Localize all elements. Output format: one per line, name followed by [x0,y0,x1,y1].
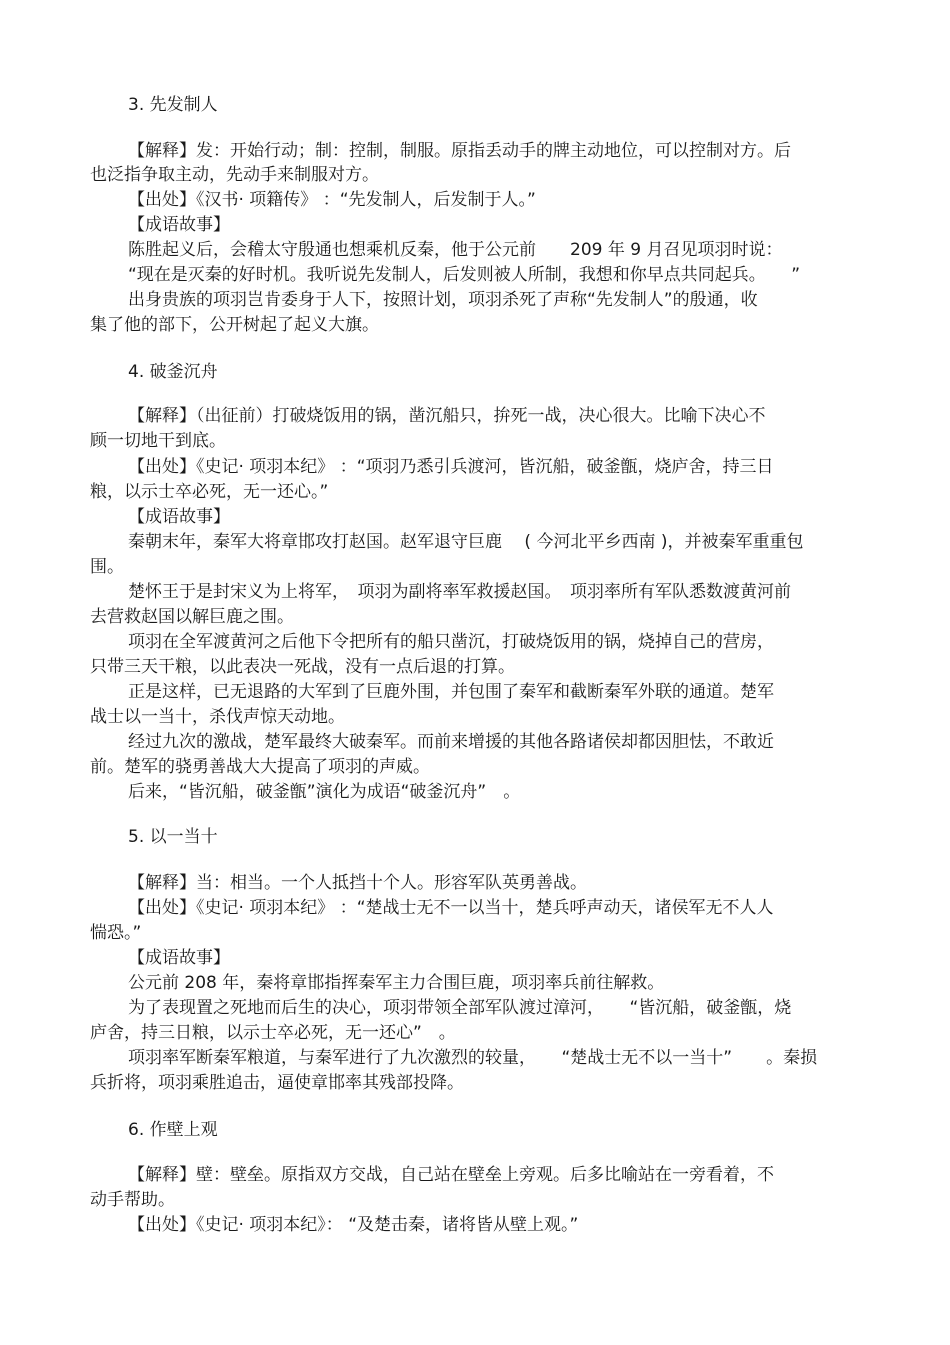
explanation-text: 动手帮助。 [90,1190,175,1210]
story-paragraph: 战士以一当十，杀伐声惊天动地。 [90,707,345,727]
section-heading: 4. 破釜沉舟 [128,362,218,382]
story-paragraph: 楚怀王于是封宋义为上将军， 项羽为副将率军救援赵国。 项羽率所有军队悉数渡黄河前 [128,582,791,602]
story-paragraph: 公元前 208 年，秦将章邯指挥秦军主力合围巨鹿，项羽率兵前往解救。 [128,973,665,993]
story-label: 【成语故事】 [128,948,230,968]
source-text: 【出处】《史记· 项羽本纪》 ：“楚战士无不一以当十，楚兵呼声动天，诸侯军无不人人 [128,898,774,918]
story-paragraph: 项羽在全军渡黄河之后他下令把所有的船只凿沉，打破烧饭用的锅，烧掉自己的营房， [128,632,774,652]
explanation-text: 【解释】当：相当。一个人抵挡十个人。形容军队英勇善战。 [128,873,587,893]
source-text: 粮，以示士卒必死，无一还心。” [90,482,329,502]
story-label: 【成语故事】 [128,507,230,527]
story-paragraph: 去营救赵国以解巨鹿之围。 [90,607,294,627]
story-paragraph: 前。楚军的骁勇善战大大提高了项羽的声威。 [90,757,430,777]
story-paragraph: 秦朝末年，秦军大将章邯攻打赵国。赵军退守巨鹿 ( 今河北平乡西南 )，并被秦军重重包 [128,532,804,552]
story-paragraph: “现在是灭秦的好时机。我听说先发制人，后发则被人所制，我想和你早点共同起兵。 ” [128,265,801,285]
explanation-text: 【解释】（出征前）打破烧饭用的锅，凿沉船只，拚死一战，决心很大。比喻下决心不 [128,406,766,426]
section-heading: 6. 作壁上观 [128,1120,218,1140]
story-paragraph: 围。 [90,557,124,577]
story-paragraph: 庐舍，持三日粮，以示士卒必死，无一还心” 。 [90,1023,456,1043]
source-text: 惴恐。” [90,923,142,943]
explanation-text: 【解释】发：开始行动；制：控制，制服。原指丢动手的牌主动地位，可以控制对方。后 [128,141,791,161]
story-paragraph: 正是这样，已无退路的大军到了巨鹿外围，并包围了秦军和截断秦军外联的通道。楚军 [128,682,774,702]
story-paragraph: 经过九次的激战，楚军最终大破秦军。而前来增援的其他各路诸侯却都因胆怯，不敢近 [128,732,774,752]
story-label: 【成语故事】 [128,215,230,235]
source-text: 【出处】《史记· 项羽本纪》 ：“项羽乃悉引兵渡河，皆沉船，破釜甑，烧庐舍，持三日 [128,457,774,477]
explanation-text: 顾一切地干到底。 [90,431,226,451]
story-paragraph: 为了表现置之死地而后生的决心，项羽带领全部军队渡过漳河， “皆沉船，破釜甑，烧 [128,998,792,1018]
story-paragraph: 出身贵族的项羽岂肯委身于人下，按照计划，项羽杀死了声称“先发制人”的殷通，收 [128,290,758,310]
explanation-text: 也泛指争取主动，先动手来制服对方。 [90,165,379,185]
story-paragraph: 后来，“皆沉船，破釜甑”演化为成语“破釜沉舟” 。 [128,782,521,802]
section-heading: 3. 先发制人 [128,95,218,115]
explanation-text: 【解释】壁：壁垒。原指双方交战，自己站在壁垒上旁观。后多比喻站在一旁看着，不 [128,1165,774,1185]
story-paragraph: 兵折将，项羽乘胜追击，逼使章邯率其残部投降。 [90,1073,464,1093]
story-paragraph: 陈胜起义后，会稽太守殷通也想乘机反秦，他于公元前 209 年 9 月召见项羽时说： [128,240,783,260]
story-paragraph: 项羽率军断秦军粮道，与秦军进行了九次激烈的较量， “楚战士无不以一当十” 。秦损 [128,1048,818,1068]
story-paragraph: 集了他的部下，公开树起了起义大旗。 [90,315,379,335]
section-heading: 5. 以一当十 [128,827,218,847]
source-text: 【出处】《史记· 项羽本纪》： “及楚击秦，诸将皆从壁上观。” [128,1215,579,1235]
source-text: 【出处】《汉书· 项籍传》 ：“先发制人，后发制于人。” [128,190,536,210]
story-paragraph: 只带三天干粮，以此表决一死战，没有一点后退的打算。 [90,657,515,677]
